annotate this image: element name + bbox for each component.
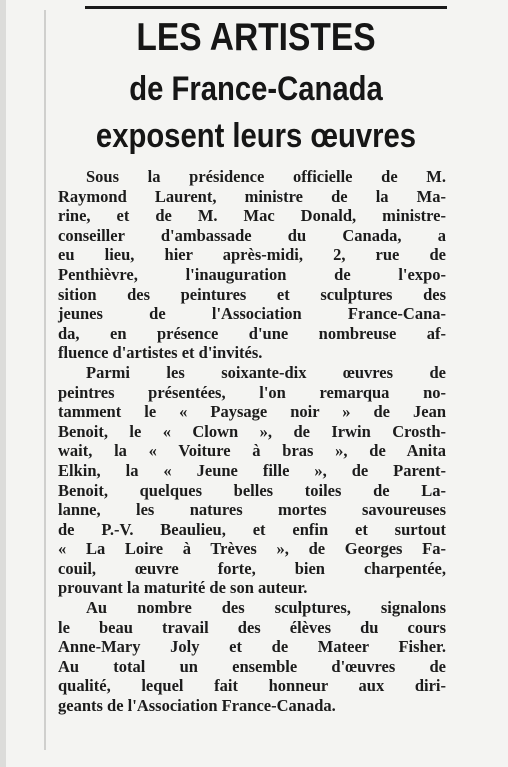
article-line: wait, la « Voiture à bras », de Anita [58, 441, 446, 461]
article-line: de P.-V. Beaulieu, et enfin et surtout [58, 519, 446, 539]
article-line: jeunes de l'Association France-Cana- [58, 304, 446, 324]
headline-line-2: de France-Canada [129, 70, 383, 108]
article-line: Penthièvre, l'inauguration de l'expo- [58, 264, 446, 284]
article-line: Elkin, la « Jeune fille », de Parent- [58, 460, 446, 480]
article-line: lanne, les natures mortes savoureuses [58, 500, 446, 520]
article-line: rine, et de M. Mac Donald, ministre- [58, 206, 446, 226]
article-line: geants de l'Association France-Canada. [58, 696, 336, 716]
top-rule [85, 6, 447, 9]
article-line: peintres présentées, l'on remarqua no- [58, 382, 446, 402]
column-rule [44, 10, 46, 750]
article-line: conseiller d'ambassade du Canada, a [58, 225, 446, 245]
article-line: fluence d'artistes et d'invités. [58, 343, 263, 363]
article-line: Benoit, quelques belles toiles de La- [58, 480, 446, 500]
article-line: Sous la présidence officielle de M. [86, 167, 446, 186]
article-line: Parmi les soixante-dix œuvres de [86, 362, 446, 382]
article-line: Benoit, le « Clown », de Irwin Crosth- [58, 421, 446, 441]
headline-line-3: exposent leurs œuvres [95, 117, 417, 155]
article-line: « La Loire à Trèves », de Georges Fa- [58, 539, 446, 559]
page-edge-shadow [0, 0, 6, 767]
headline-line-1: LES ARTISTES [136, 16, 376, 59]
article-body [58, 167, 446, 716]
article-line: couil, œuvre forte, bien charpentée, [58, 558, 446, 578]
article-line: Raymond Laurent, ministre de la Ma- [58, 186, 446, 206]
article-line: qualité, lequel fait honneur aux diri- [58, 676, 446, 696]
article-line: Au nombre des sculptures, signalons [86, 598, 446, 618]
article-line: eu lieu, hier après-midi, 2, rue de [58, 245, 446, 265]
article-line: le beau travail des élèves du cours [58, 617, 446, 637]
article-line: tamment le « Paysage noir » de Jean [58, 402, 446, 422]
article-line: da, en présence d'une nombreuse af- [58, 323, 446, 343]
article-line: prouvant la maturité de son auteur. [58, 578, 308, 598]
article-line: Au total un ensemble d'œuvres de [58, 656, 446, 676]
article-line: sition des peintures et sculptures des [58, 284, 446, 304]
article-line: Anne-Mary Joly et de Mateer Fisher. [58, 637, 446, 657]
